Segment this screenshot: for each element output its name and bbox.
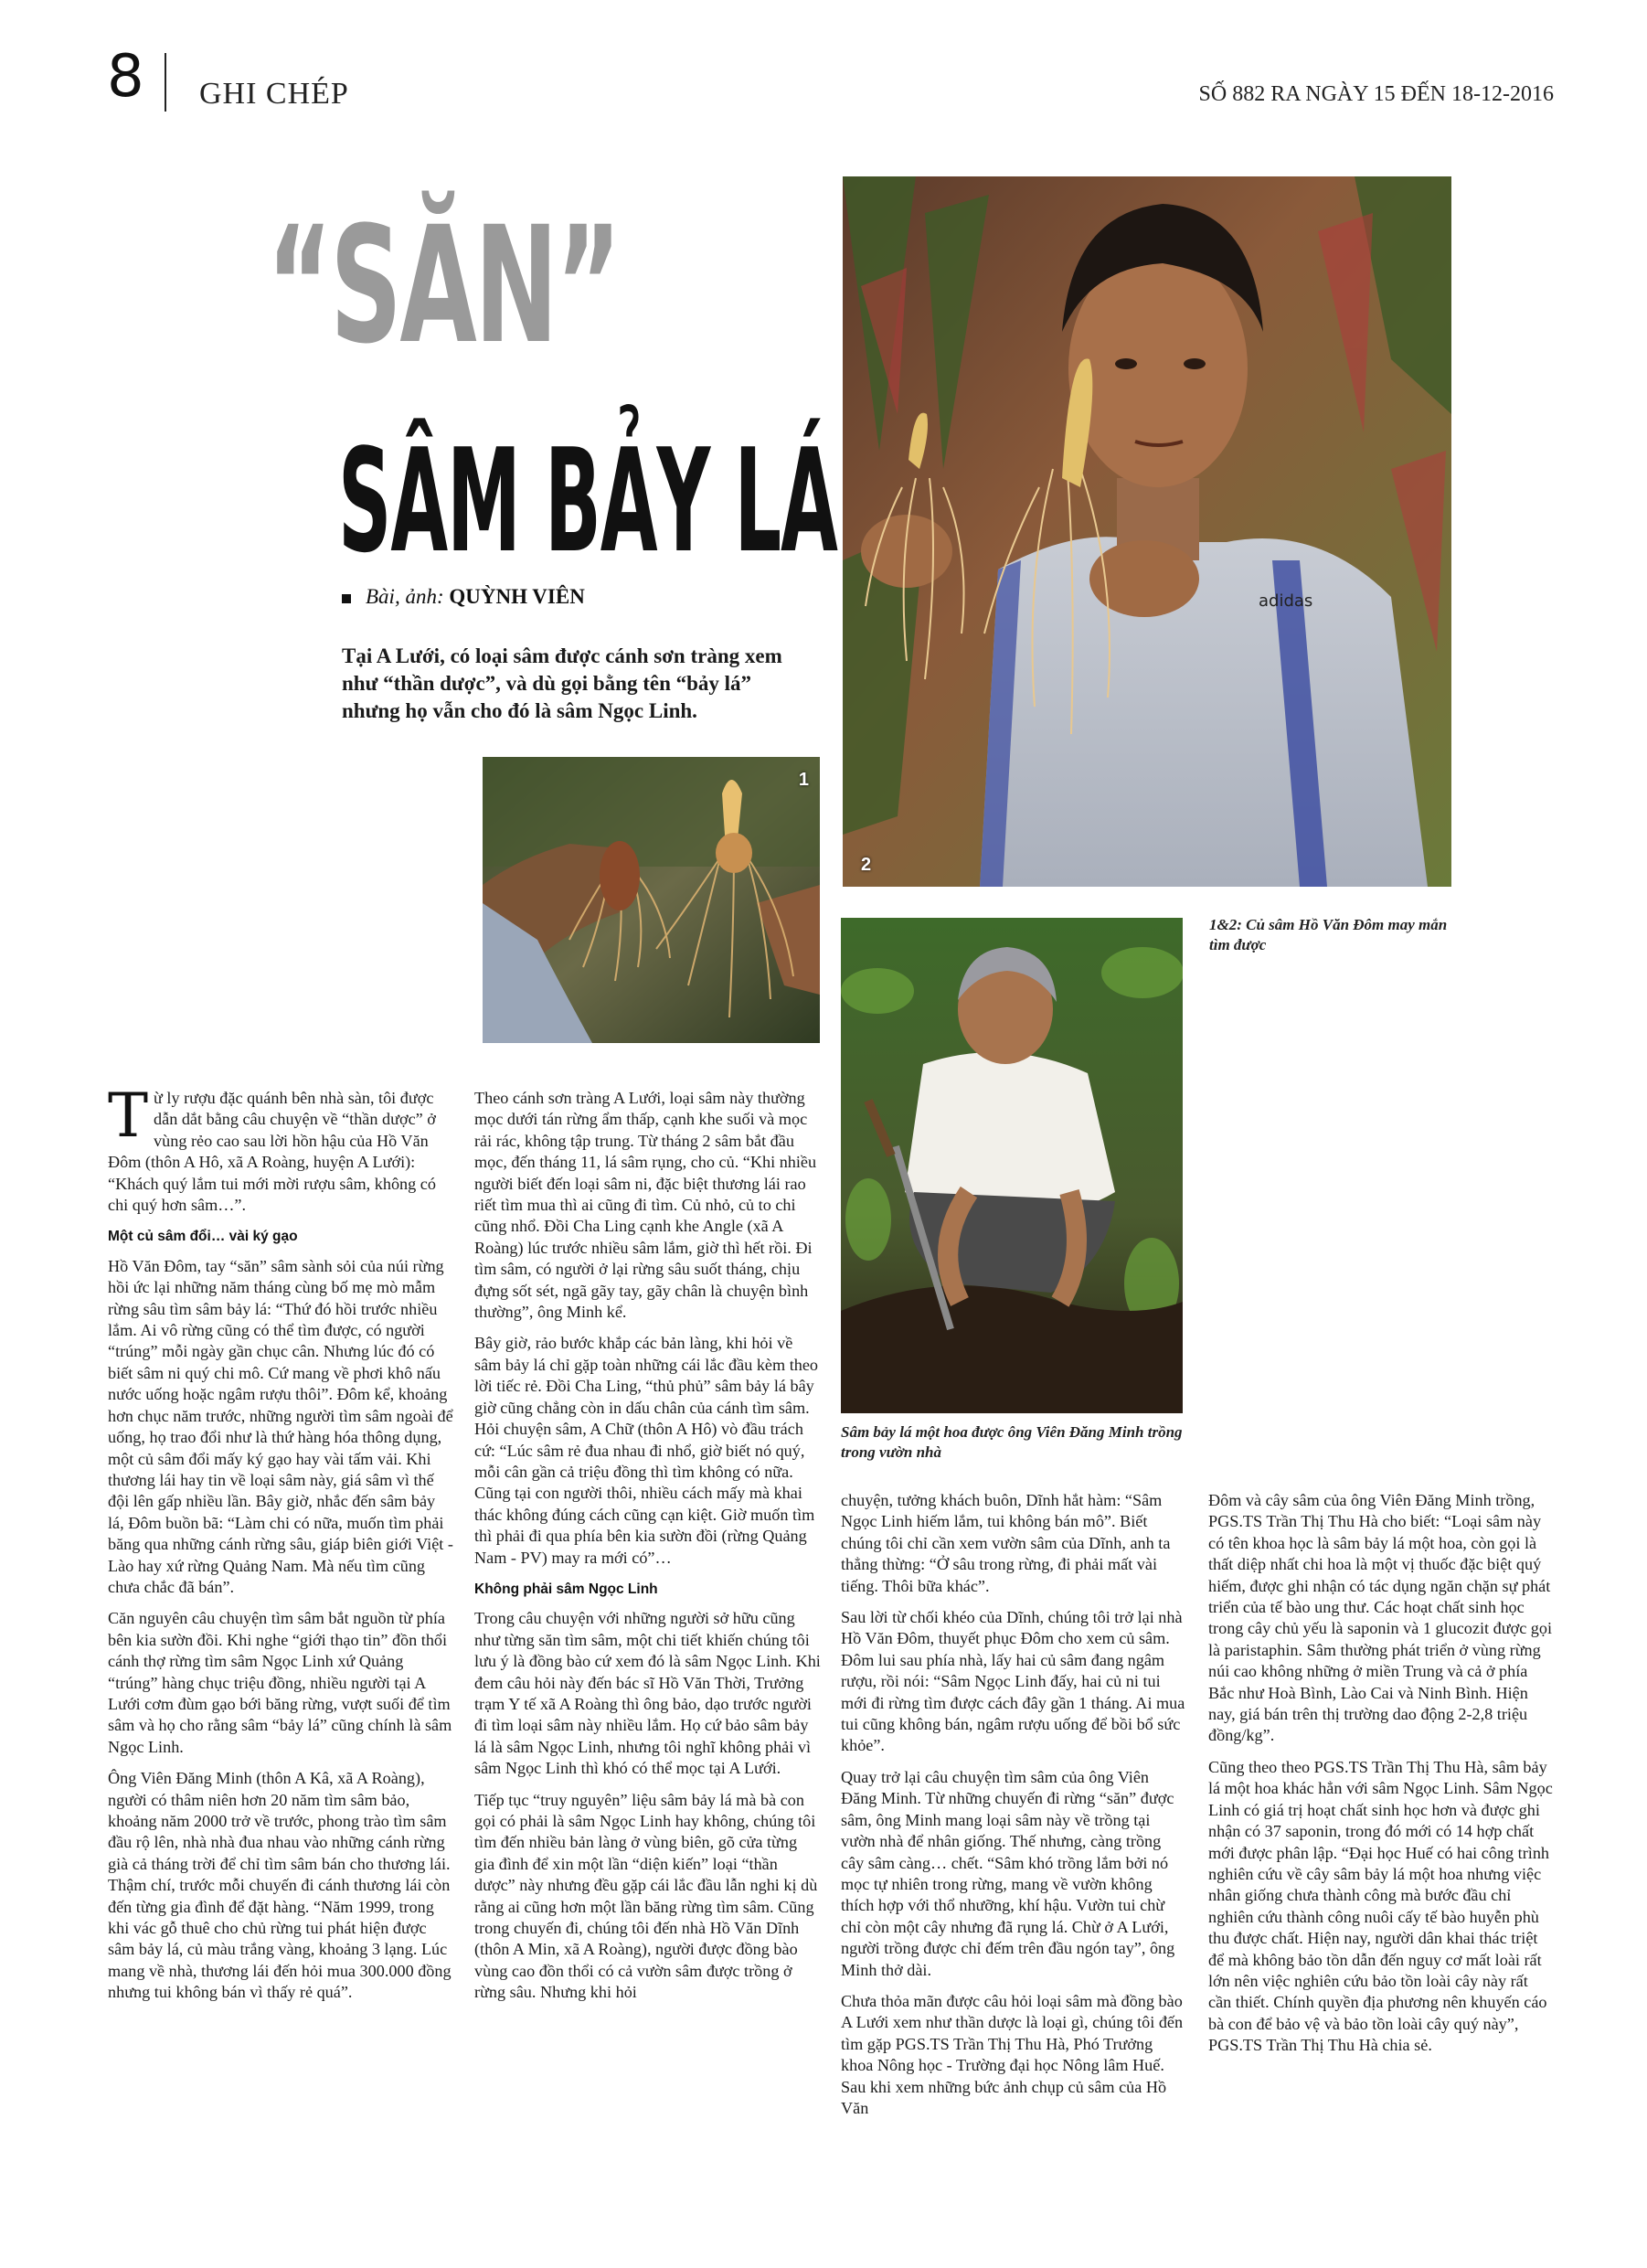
paragraph: chuyện, tưởng khách buôn, Dĩnh hắt hàm: “Sâm Ngọc Linh hiếm lắm, tui không bán mô”. Biết chúng tôi chỉ cần xem vườn sâm của Dĩnh, anh ta thẳng thừng: “Ở sâu trong rừng, đi phải mất vài tiếng. Thôi bữa khác”. — [841, 1491, 1171, 1595]
page-number: 8 — [107, 43, 144, 111]
article-column-2 — [474, 1088, 821, 2014]
paragraph: Quay trở lại câu chuyện tìm sâm của ông Viên Đăng Minh. Từ những chuyến đi rừng “săn” được sâm, ông Minh mang loại sâm này về trồng tại vườn nhà để nhân giống. Thế nhưng, càng trồng cây sâm càng… chết. “Sâm khó trồng lắm bởi nó mọc tự nhiên trong rừng, mang về vườn không thích hợp với thổ nhưỡng, khí hậu. Vườn tui chừ chỉ còn một cây nhưng đã rụng lá. Chừ ở A Lưới, người trồng được chỉ đếm trên đầu ngón tay”, ông Minh thở dài. — [841, 1767, 1175, 1979]
drop-cap: T — [108, 1081, 149, 1151]
byline-author: QUỲNH VIÊN — [449, 585, 585, 608]
byline-label: Bài, ảnh: — [366, 585, 444, 608]
photo-man-planting-ginseng — [841, 918, 1183, 1413]
paragraph: Sau lời từ chối khéo của Dĩnh, chúng tôi trở lại nhà Hồ Văn Đôm, thuyết phục Đôm cho xem củ sâm. Đôm lui sau phía nhà, lấy hai củ sâm đang ngâm rượu, rồi nói: “Sâm Ngọc Linh đấy, hai củ ni tui mới đi rừng tìm được cách đây gần 1 tháng. Ai mua tui cũng không bán, ngâm rượu uống để bồi bổ sức khỏe”. — [841, 1608, 1185, 1755]
paragraph — [108, 1081, 453, 1216]
headline-line1: “SĂN” — [267, 192, 620, 379]
headline-line2: SÂM BẢY LÁ — [338, 418, 837, 584]
subheading: Không phải sâm Ngọc Linh — [474, 1581, 658, 1597]
paragraph: Trong câu chuyện với những người sở hữu cũng như từng săn tìm sâm, một chi tiết khiến chúng tôi lưu ý là đồng bào cứ xem đó là sâm Ngọc Linh. Khi đem câu hỏi này đến bác sĩ Hồ Văn Thời, Trưởng trạm Y tế xã A Roàng thì ông bảo, dạo trước người đi tìm loại sâm này nhiều lắm. Họ cứ bảo sâm bảy lá là sâm Ngọc Linh, nhưng tôi nghĩ không phải vì sâm Ngọc Linh thì khó có thể mọc tại A Lưới. — [474, 1609, 821, 1778]
bullet-square-icon — [342, 594, 351, 603]
paragraph: Theo cánh sơn tràng A Lưới, loại sâm này thường mọc dưới tán rừng ẩm thấp, cạnh khe suối và mọc rải rác, không tập trung. Từ tháng 2 sâm bắt đầu mọc, đến tháng 11, lá sâm rụng, cho củ. “Khi nhiều người biết đến loại sâm ni, đặc biệt thương lái rao riết tìm mua thì ai cũng đi tìm. Củ nhỏ, củ to chi cũng nhổ. Đồi Cha Ling cạnh khe Angle (xã A Roàng) lúc trước nhiều sâm lắm, giờ thì hết rồi. Đi tìm sâm, có người ở lại rừng sâu suốt tháng, chịu đựng sốt sét, ngã gãy tay, gãy chân là chuyện bình thường”, ông Minh kể. — [474, 1089, 817, 1322]
paragraph: Ông Viên Đăng Minh (thôn A Kâ, xã A Roàng), người có thâm niên hơn 20 năm tìm sâm bảo, khoảng năm 2000 trở về trước, phong trào tìm sâm đầu rộ lên, nhà nhà đua nhau vào những cánh rừng già cả tháng trời để chỉ tìm sâm bán cho thương lái. Thậm chí, trước mỗi chuyến đi cánh thương lái còn đến từng gia đình để đặt hàng. “Năm 1999, trong khi vác gỗ thuê cho chủ rừng tui phát hiện được sâm bảy lá, củ màu trắng vàng, khoảng 3 lạng. Lúc mang về nhà, thương lái đến hỏi mua 300.000 đồng nhưng tui không bán vì thấy rẻ quá”. — [108, 1769, 452, 2002]
svg-text:adidas: adidas — [1259, 591, 1313, 611]
paragraph-text: ừ ly rượu đặc quánh bên nhà sàn, tôi được dẫn dắt bằng câu chuyện về “thần dược” ở vùng rẻo cao sau lời hồn hậu của Hồ Văn Đôm (thôn A Hô, xã A Roàng, huyện A Lưới): “Khách quý lắm tui mới mời rượu sâm, không có chi quý hơn sâm…”. — [108, 1089, 436, 1215]
caption-photo-3: Sâm bảy lá một hoa được ông Viên Đăng Minh trồng trong vườn nhà — [841, 1423, 1183, 1461]
article-column-4 — [1208, 1490, 1554, 2067]
photo-number-1: 1 — [798, 770, 809, 790]
issue-date: SỐ 882 RA NGÀY 15 ĐẾN 18-12-2016 — [1198, 82, 1554, 106]
photo-ginseng-roots-in-hands — [483, 757, 820, 1043]
caption-photos-1-2: 1&2: Củ sâm Hồ Văn Đôm may mắn tìm được — [1209, 916, 1448, 953]
article-column-3 — [841, 1490, 1186, 2129]
header-divider — [165, 53, 166, 112]
article-column-1 — [108, 1081, 453, 2014]
paragraph: Bây giờ, rảo bước khắp các bản làng, khi hỏi về sâm bảy lá chỉ gặp toàn những cái lắc đầu kèm theo lời tiếc rẻ. Đồi Cha Ling, “thủ phủ” sâm bảy lá bây giờ cũng chẳng còn in dấu chân của cánh tìm sâm. Hỏi chuyện sâm, A Chữ (thôn A Hô) vò đầu trách cứ: “Lúc sâm rẻ đua nhau đi nhổ, giờ biết nó quý, mỗi cân gần cả triệu đồng thì tìm không có nữa. Cũng tại con người thôi, nhiều cách mấy mà khai thác không đúng cách cũng cạn kiệt. Giờ muốn tìm thì phải đi qua phía bên kia sườn đồi (rừng Quảng Nam - PV) may ra mới có”… — [474, 1334, 819, 1567]
byline — [342, 585, 585, 609]
paragraph: Đôm và cây sâm của ông Viên Đăng Minh trồng, PGS.TS Trần Thị Thu Hà cho biết: “Loại sâm này có tên khoa học là sâm bảy lá một hoa, còn gọi là thất diệp nhất chi hoa là một vị thuốc đặc biệt quý hiếm, được ghi nhận có tác dụng ngăn chặn sự phát triển của tế bào ung thư. Các hoạt chất sinh học trong cây chủ yếu là saponin và 1 glucozit được gọi là paristaphin. Sâm thường phát triển ở vùng rừng núi cao không những ở miền Trung và cả ở phía Bắc như Hoà Bình, Lào Cai và Ninh Bình. Hiện nay, giá bán trên thị trường dao động 2-2,8 triệu đồng/kg”. — [1208, 1491, 1553, 1745]
subheading: Một củ sâm đổi… vài ký gạo — [108, 1229, 298, 1245]
paragraph: Tiếp tục “truy nguyên” liệu sâm bảy lá mà bà con gọi có phải là sâm Ngọc Linh hay không, chúng tôi tìm đến nhiều bản làng ở vùng biên, gõ cửa từng gia đình để xin một lần “diện kiến” loại “thần dược” này nhưng đều gặp cái lắc đầu lẫn nghi kị dù rằng ai cũng hơn một lần băng rừng tìm sâm. Cũng trong chuyến đi, chúng tôi đến nhà Hồ Văn Dĩnh (thôn A Min, xã A Roàng), người được đồng bào vùng cao đồn thổi có cả vườn sâm được trồng ở rừng sâu. Nhưng khi hỏi — [474, 1790, 818, 2002]
lede-paragraph: Tại A Lưới, có loại sâm được cánh sơn tràng xem như “thần dược”, và dù gọi bằng tên “bảy lá” nhưng họ vẫn cho đó là sâm Ngọc Linh. — [342, 644, 782, 722]
photo-number-2: 2 — [861, 855, 872, 875]
photo-man-holding-ginseng — [843, 176, 1451, 887]
paragraph: Chưa thỏa mãn được câu hỏi loại sâm mà đồng bào A Lưới xem như thần dược là loại gì, chúng tôi đến tìm gặp PGS.TS Trần Thị Thu Hà, Phó Trưởng khoa Nông học - Trường đại học Nông lâm Huế. Sau khi xem những bức ảnh chụp củ sâm của Hồ Văn — [841, 1991, 1184, 2117]
paragraph: Căn nguyên câu chuyện tìm sâm bắt nguồn từ phía bên kia sườn đồi. Khi nghe “giới thạo tin” đồn thổi cánh thợ rừng tìm sâm Ngọc Linh xứ Quảng “trúng” hàng chục triệu đồng, nhiều người tại A Lưới cơm đùm gạo bới băng rừng, vượt suối để tìm sâm và họ cho rằng sâm “bảy lá” cũng chính là sâm Ngọc Linh. — [108, 1609, 452, 1756]
paragraph: Hồ Văn Đôm, tay “săn” sâm sành sỏi của núi rừng hồi ức lại những năm tháng cùng bố mẹ mò mẫm rừng sâu tìm sâm bảy lá: “Thứ đó hồi trước nhiều lắm. Ai vô rừng cũng có thể tìm được, có người “trúng” mỗi ngày gần chục cân. Nhưng lúc đó có biết sâm ni quý chi mô. Cứ mang về phơi khô nấu nước uống hoặc ngâm rượu thôi”. Đôm kể, khoảng hơn chục năm trước, những người tìm sâm ngoài để uống, họ trao đổi như là thứ hàng hóa thông dụng, một củ sâm đổi mấy ký gạo hay vài tấm vải. Khi thương lái hay tin về loại sâm này, giá sâm vì thế đội lên gấp nhiều lần. Bây giờ, nhắc đến sâm bảy lá, Đôm buồn bã: “Làm chi có nữa, muốn tìm phải băng qua những cánh rừng sâu, giáp biên giới Việt - Lào hay xứ rừng Quảng Nam. Mà nếu tìm cũng chưa chắc đã bán”. — [108, 1256, 453, 1596]
section-title: GHI CHÉP — [199, 77, 349, 111]
paragraph: Cũng theo theo PGS.TS Trần Thị Thu Hà, sâm bảy lá một hoa khác hẳn với sâm Ngọc Linh. Sâm Ngọc Linh có giá trị hoạt chất sinh học hơn và được ghi nhận có 37 saponin, trong đó mới có 14 hợp chất mới được phân lập. “Đại học Huế có hai công trình nghiên cứu về cây sâm bảy lá một hoa nhưng việc nhân giống chưa thành công mà bước đầu chỉ nghiên cứu thành công nuôi cấy tế bào huyễn phù thu được chất. Hiện nay, người dân khai thác triệt để mà không bảo tồn dẫn đến nguy cơ mất loài rất lớn nên việc nghiên cứu bảo tồn loài cây này rất cần thiết. Chính quyền địa phương nên khuyến cáo bà con để bảo vệ và bảo tồn loài cây quý này”, PGS.TS Trần Thị Thu Hà chia sẻ. — [1208, 1757, 1553, 2055]
